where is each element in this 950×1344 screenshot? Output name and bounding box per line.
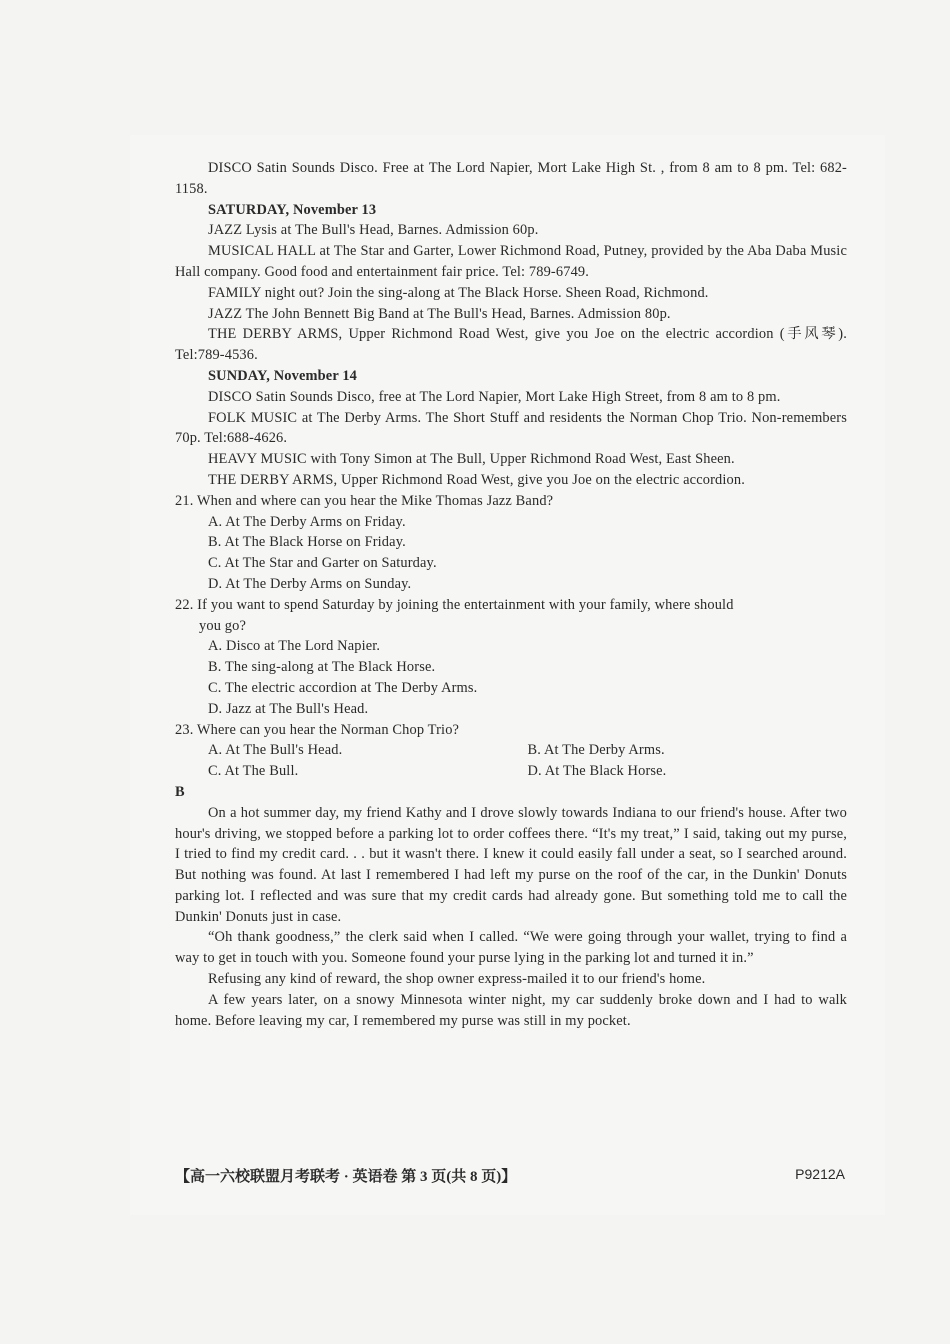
listing-entry: JAZZ The John Bennett Big Band at The Bull's Head, Barnes. Admission 80p. — [208, 305, 671, 322]
listing-entry: HEAVY MUSIC with Tony Simon at The Bull, Upper Richmond Road West, East Sheen. — [208, 451, 735, 468]
passage-paragraph: On a hot summer day, my friend Kathy and I drove slowly towards Indiana to our friend's house. After two hour's driving, we stopped before a parking lot to order coffees there. “It's my treat,” I said, taking out my purse, I tried to find my credit card. . . but it wasn't there. I knew it could easily fall under a seat, so I searched around. But nothing was found. At last I remembered I had left my purse on the roof of the car, in the Dunkin' Donuts parking lot. I reflected and was sure that my credit cards had already gone. But something told me to call the Dunkin' Donuts just in case. — [175, 804, 847, 925]
option-b[interactable]: B. At The Black Horse on Friday. — [208, 534, 406, 551]
option-d[interactable]: D. Jazz at The Bull's Head. — [208, 700, 369, 717]
listing-entry: THE DERBY ARMS, Upper Richmond Road West, give you Joe on the electric accordion (手风琴). Tel:789-4536. — [175, 326, 847, 364]
option-a[interactable]: A. Disco at The Lord Napier. — [208, 638, 381, 655]
footer-title: 【高一六校联盟月考联考 · 英语卷 第 3 页(共 8 页)】 — [175, 1169, 517, 1185]
option-a[interactable]: A. At The Bull's Head. — [208, 742, 343, 759]
option-b[interactable]: B. The sing-along at The Black Horse. — [208, 659, 436, 676]
option-c[interactable]: C. The electric accordion at The Derby Arms. — [208, 679, 478, 696]
listing-entry: MUSICAL HALL at The Star and Garter, Lower Richmond Road, Putney, provided by the Aba Daba Music Hall company. Good food and entertainment fair price. Tel: 789-6749. — [175, 243, 847, 280]
option-d[interactable]: D. At The Derby Arms on Sunday. — [208, 575, 412, 592]
question-stem: 23. Where can you hear the Norman Chop Trio? — [175, 721, 460, 738]
day-heading: SATURDAY, November 13 — [208, 201, 377, 218]
events-listing — [175, 158, 847, 491]
passage-b — [175, 803, 847, 1032]
page-footer — [175, 1165, 845, 1186]
passage-paragraph: “Oh thank goodness,” the clerk said when I called. “We were going through your wallet, trying to find a way to get in touch with you. Someone found your purse lying in the parking lot and turned it in.” — [175, 929, 847, 967]
option-b[interactable]: B. At The Derby Arms. — [527, 742, 665, 759]
listing-entry: FAMILY night out? Join the sing-along at The Black Horse. Sheen Road, Richmond. — [208, 284, 709, 301]
option-a[interactable]: A. At The Derby Arms on Friday. — [208, 513, 406, 530]
passage-paragraph: A few years later, on a snowy Minnesota winter night, my car suddenly broke down and I had to walk home. Before leaving my car, I remembered my purse was still in my pocket. — [175, 991, 847, 1029]
listing-entry: THE DERBY ARMS, Upper Richmond Road West, give you Joe on the electric accordion. — [208, 471, 745, 488]
day-heading: SUNDAY, November 14 — [208, 367, 358, 384]
listing-entry: JAZZ Lysis at The Bull's Head, Barnes. Admission 60p. — [208, 222, 539, 239]
passage-paragraph: Refusing any kind of reward, the shop owner express-mailed it to our friend's home. — [208, 971, 706, 988]
question-22 — [175, 595, 847, 720]
listing-entry: DISCO Satin Sounds Disco. Free at The Lord Napier, Mort Lake High St. , from 8 am to 8 pm. Tel: 682-1158. — [175, 160, 847, 197]
question-stem-continuation: you go? — [199, 617, 247, 634]
options-row — [175, 761, 847, 782]
exam-content — [175, 158, 847, 1031]
listing-entry: DISCO Satin Sounds Disco, free at The Lord Napier, Mort Lake High Street, from 8 am to 8 pm. — [208, 388, 781, 405]
question-21 — [175, 491, 847, 595]
option-c[interactable]: C. At The Bull. — [208, 763, 299, 780]
paper-code: P9212A — [795, 1166, 845, 1182]
section-b-heading: B — [175, 783, 185, 800]
option-c[interactable]: C. At The Star and Garter on Saturday. — [208, 555, 437, 572]
question-stem: 21. When and where can you hear the Mike Thomas Jazz Band? — [175, 492, 554, 509]
question-stem: 22. If you want to spend Saturday by joining the entertainment with your family, where should — [175, 596, 734, 613]
listing-entry: FOLK MUSIC at The Derby Arms. The Short Stuff and residents the Norman Chop Trio. Non-remembers 70p. Tel:688-4626. — [175, 409, 847, 447]
option-d[interactable]: D. At The Black Horse. — [527, 763, 667, 780]
options-row — [175, 740, 847, 761]
question-23 — [175, 720, 847, 782]
